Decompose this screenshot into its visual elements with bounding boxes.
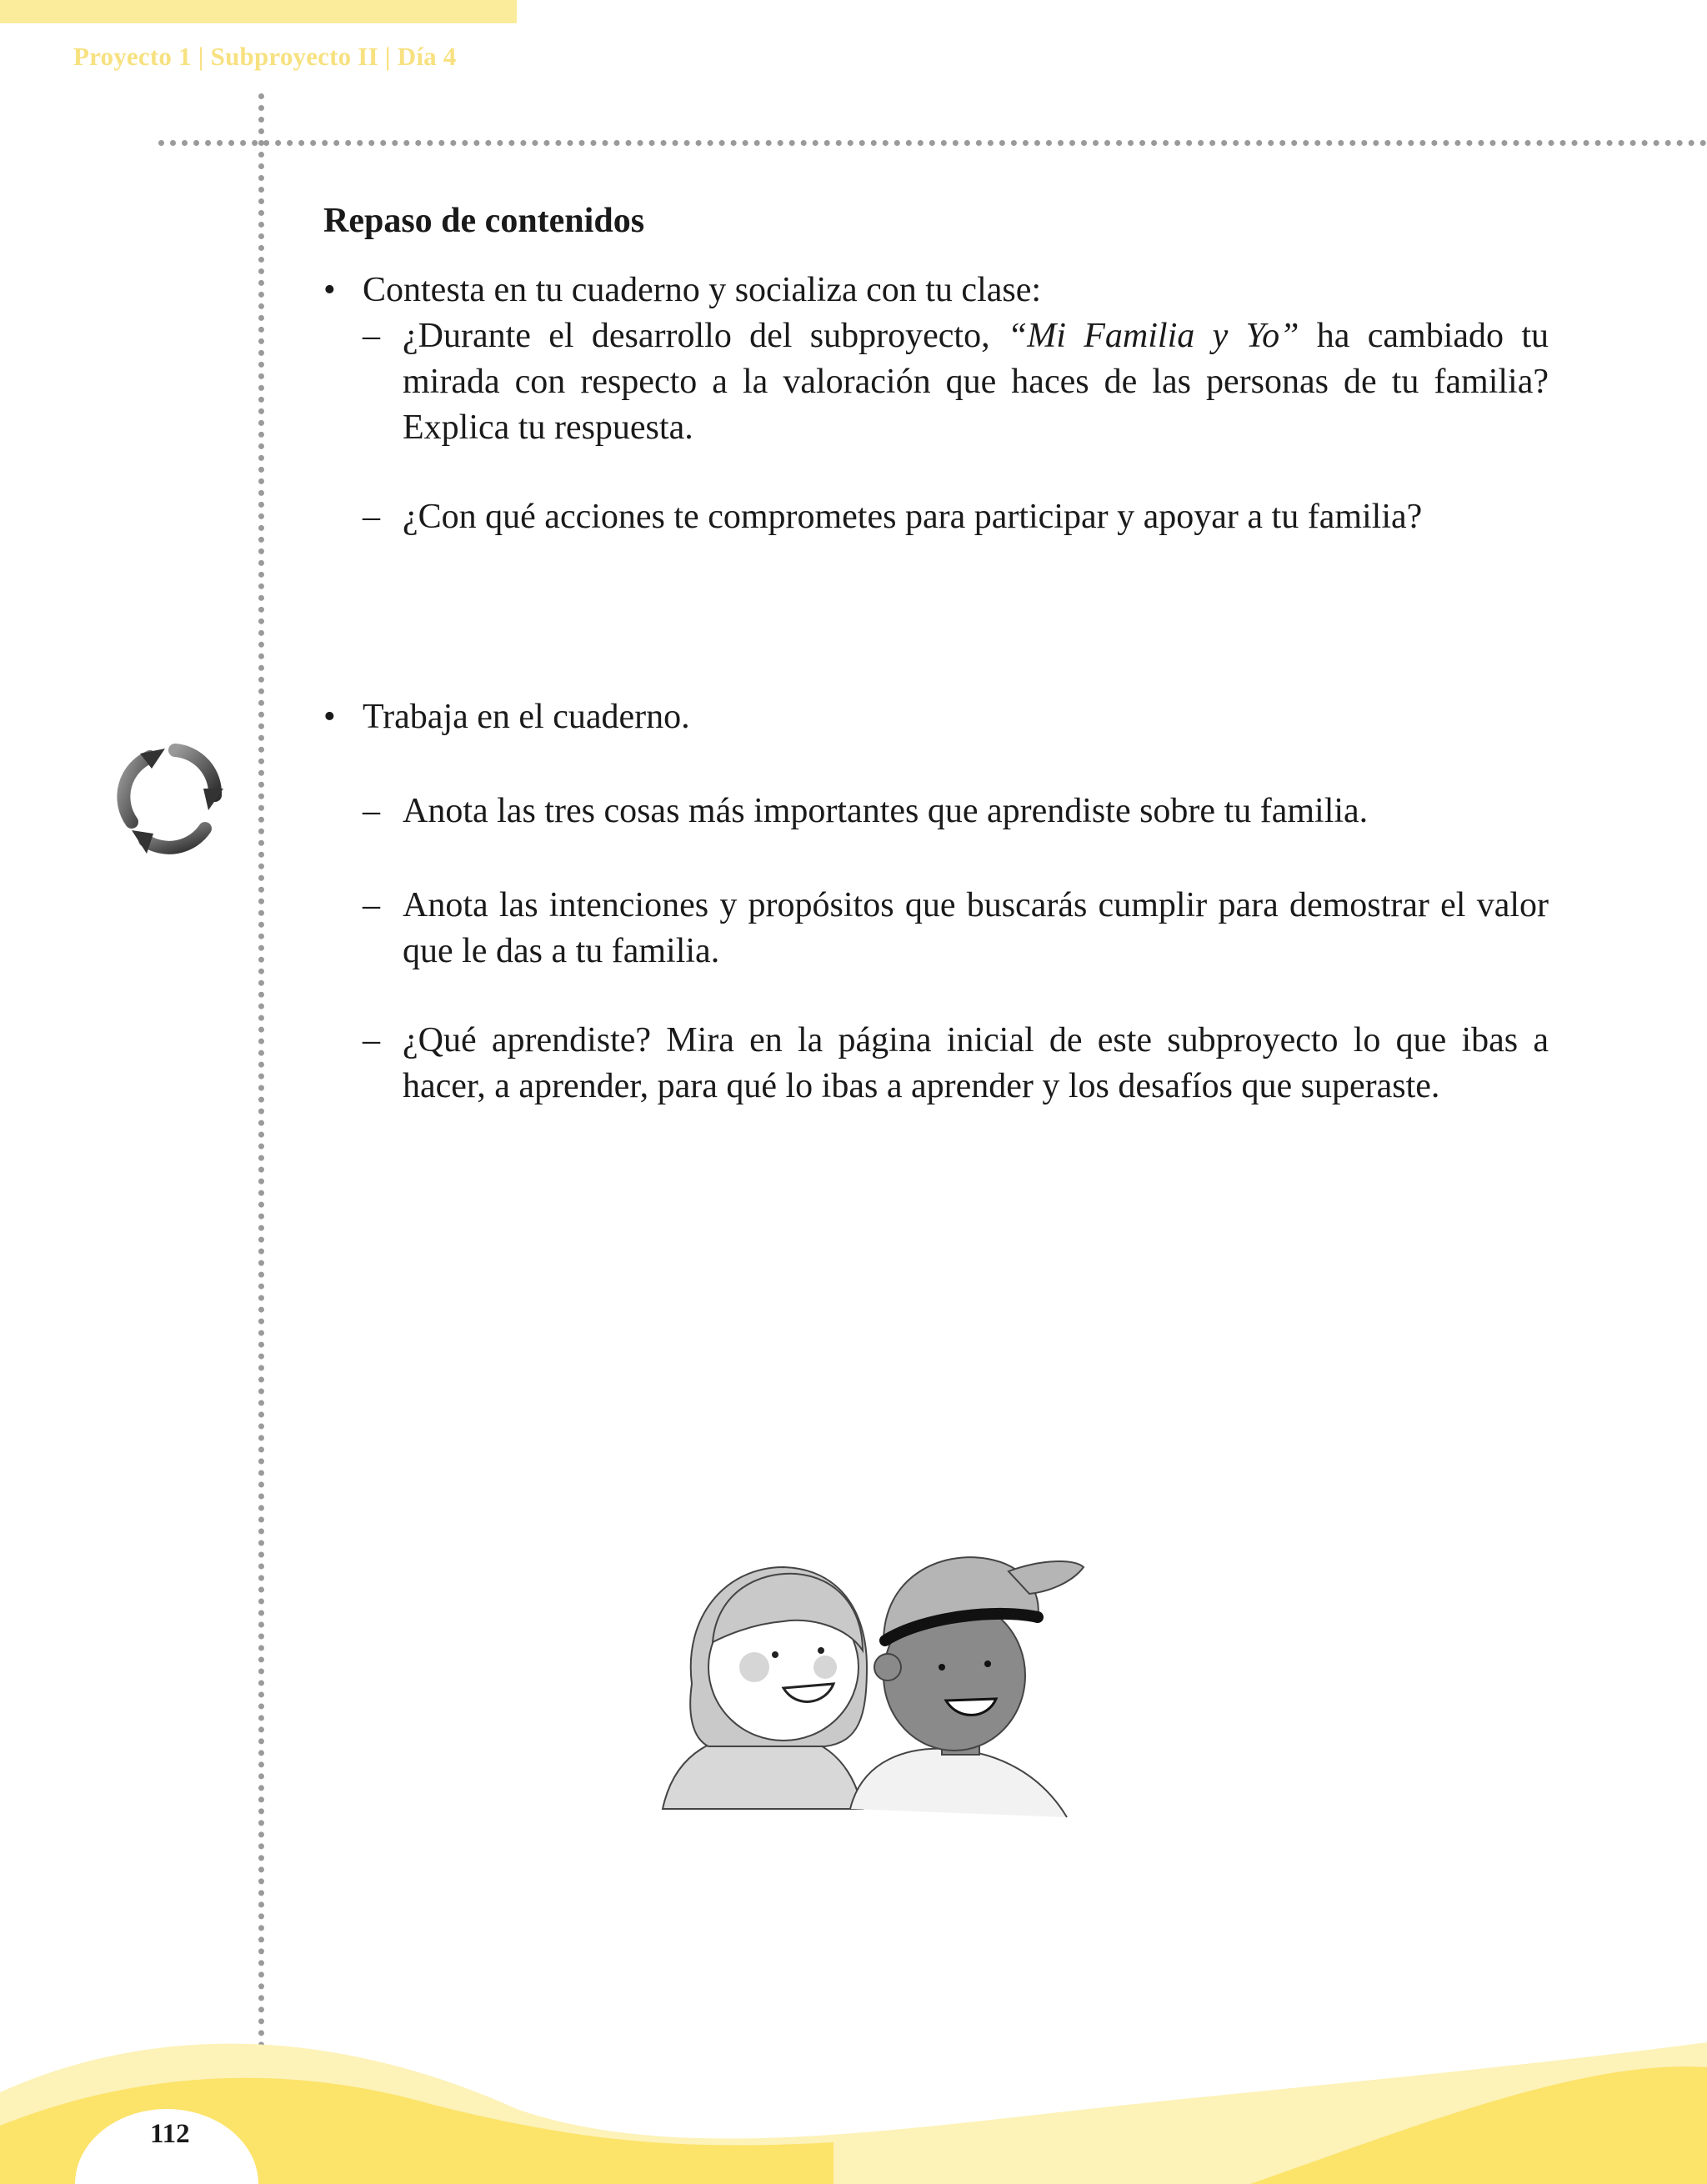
running-header: Proyecto 1 | Subproyecto II | Día 4 [73,42,457,71]
task-text: Anota las intenciones y propósitos que buscarás cumplir para demostrar el valor que le das a tu familia. [403,886,1549,970]
dash-item [323,883,1549,974]
vertical-dotted-rule [258,93,264,2061]
task-text: Anota las tres cosas más importantes que aprendiste sobre tu familia. [403,792,1369,830]
question-text-part: ha cambiado tu mirada con respecto a la valoración que haces de las personas de tu familia? Explica tu respuesta. [403,317,1549,447]
bullet-text: Contesta en tu cuaderno y socializa con tu clase: [363,271,1042,309]
page-number: 112 [150,2119,190,2149]
dash-mark: – [363,886,380,924]
dash-mark: – [363,792,380,830]
question-text [403,317,1549,447]
question-text-part: ¿Durante el desarrollo del subproyecto, [403,317,1008,355]
top-color-bar [0,0,517,23]
bottom-wave-decoration [0,2026,1707,2184]
recycle-cycle-icon [98,730,245,864]
dash-mark: – [363,1021,380,1059]
horizontal-dotted-rule [158,140,1707,146]
dash-item [323,789,1549,834]
two-children-illustration [658,1542,1100,1834]
bullet-mark: • [323,271,336,309]
bullet-text: Trabaja en el cuaderno. [363,698,690,736]
bullet-item [323,268,1549,313]
dash-mark: – [363,317,380,355]
question-text: ¿Con qué acciones te comprometes para participar y apoyar a tu familia? [403,498,1423,536]
main-content [323,198,1549,1110]
bullet-mark: • [323,698,336,736]
task-text: ¿Qué aprendiste? Mira en la página inicial de este subproyecto lo que ibas a hacer, a aprender, para qué lo ibas a aprender y los desafíos que superaste. [403,1021,1549,1105]
dash-item [323,313,1549,451]
bullet-item [323,694,1549,740]
project-title: “Mi Familia y Yo” [1007,317,1299,355]
section-title: Repaso de contenidos [323,202,645,240]
dash-item [323,494,1549,540]
dash-item [323,1018,1549,1110]
dash-mark: – [363,498,380,536]
